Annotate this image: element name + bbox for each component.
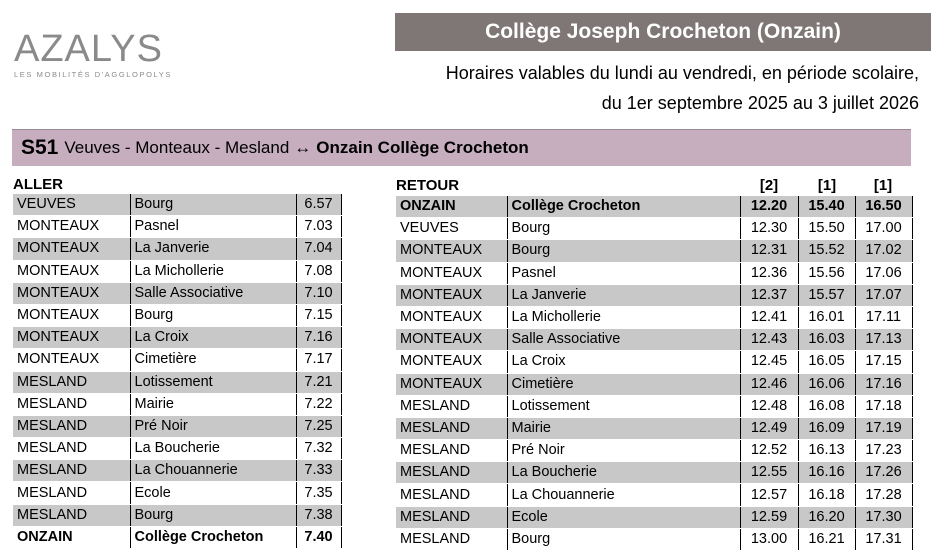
retour-time-3: 16.50 bbox=[855, 196, 912, 218]
page-title: Collège Joseph Crocheton (Onzain) bbox=[395, 13, 931, 51]
retour-time-1: 12.59 bbox=[740, 506, 798, 528]
retour-row bbox=[396, 528, 912, 550]
retour-row bbox=[396, 306, 912, 328]
retour-time-1: 12.49 bbox=[740, 417, 798, 439]
retour-time-1: 12.36 bbox=[740, 262, 798, 284]
validity-notice bbox=[446, 58, 919, 118]
retour-time-2: 15.50 bbox=[798, 218, 855, 240]
retour-stop: Bourg bbox=[507, 528, 740, 550]
aller-commune: MESLAND bbox=[13, 460, 130, 482]
retour-row bbox=[396, 484, 912, 506]
retour-row bbox=[396, 506, 912, 528]
aller-time: 7.22 bbox=[296, 393, 341, 415]
aller-time: 7.35 bbox=[296, 482, 341, 504]
retour-row bbox=[396, 351, 912, 373]
route-banner bbox=[12, 129, 911, 166]
aller-row bbox=[13, 216, 341, 238]
aller-time: 7.38 bbox=[296, 504, 341, 526]
retour-time-1: 12.31 bbox=[740, 240, 798, 262]
aller-commune: MESLAND bbox=[13, 438, 130, 460]
retour-stop: Ecole bbox=[507, 506, 740, 528]
retour-time-2: 16.21 bbox=[798, 528, 855, 550]
retour-stop: Pré Noir bbox=[507, 440, 740, 462]
retour-time-2: 15.40 bbox=[798, 196, 855, 218]
retour-commune: MESLAND bbox=[396, 528, 507, 550]
retour-time-3: 17.18 bbox=[855, 395, 912, 417]
aller-stop: La Michollerie bbox=[130, 260, 296, 282]
retour-stop: La Croix bbox=[507, 351, 740, 373]
retour-time-1: 12.30 bbox=[740, 218, 798, 240]
aller-stop: Cimetière bbox=[130, 349, 296, 371]
retour-stop: Bourg bbox=[507, 218, 740, 240]
retour-time-1: 13.00 bbox=[740, 528, 798, 550]
retour-time-3: 17.23 bbox=[855, 440, 912, 462]
aller-time: 7.33 bbox=[296, 460, 341, 482]
retour-time-1: 12.48 bbox=[740, 395, 798, 417]
retour-time-3: 17.11 bbox=[855, 306, 912, 328]
retour-time-2: 16.08 bbox=[798, 395, 855, 417]
retour-commune: MESLAND bbox=[396, 417, 507, 439]
azalys-logo bbox=[14, 30, 204, 78]
aller-time: 7.04 bbox=[296, 238, 341, 260]
aller-commune: ONZAIN bbox=[13, 526, 130, 548]
validity-line-2: du 1er septembre 2025 au 3 juillet 2026 bbox=[601, 93, 919, 113]
aller-commune: MONTEAUX bbox=[13, 260, 130, 282]
retour-stop: Cimetière bbox=[507, 373, 740, 395]
aller-row bbox=[13, 260, 341, 282]
aller-row bbox=[13, 304, 341, 326]
retour-commune: VEUVES bbox=[396, 218, 507, 240]
aller-row bbox=[13, 349, 341, 371]
retour-time-1: 12.37 bbox=[740, 284, 798, 306]
aller-commune: MONTEAUX bbox=[13, 216, 130, 238]
aller-timetable bbox=[13, 194, 342, 549]
retour-time-3: 17.07 bbox=[855, 284, 912, 306]
retour-time-3: 17.26 bbox=[855, 462, 912, 484]
retour-time-1: 12.43 bbox=[740, 329, 798, 351]
retour-col-header-2: [1] bbox=[817, 177, 837, 194]
aller-row bbox=[13, 438, 341, 460]
retour-col-header-3: [1] bbox=[873, 177, 893, 194]
retour-stop: Bourg bbox=[507, 240, 740, 262]
retour-time-3: 17.28 bbox=[855, 484, 912, 506]
retour-time-2: 16.05 bbox=[798, 351, 855, 373]
retour-time-2: 15.52 bbox=[798, 240, 855, 262]
aller-stop: La Chouannerie bbox=[130, 460, 296, 482]
retour-stop: La Chouannerie bbox=[507, 484, 740, 506]
retour-time-2: 16.01 bbox=[798, 306, 855, 328]
aller-row bbox=[13, 526, 341, 548]
retour-stop: Salle Associative bbox=[507, 329, 740, 351]
aller-stop: Pré Noir bbox=[130, 415, 296, 437]
retour-row bbox=[396, 284, 912, 306]
retour-commune: MONTEAUX bbox=[396, 284, 507, 306]
retour-time-1: 12.45 bbox=[740, 351, 798, 373]
aller-row bbox=[13, 460, 341, 482]
retour-time-3: 17.19 bbox=[855, 417, 912, 439]
retour-stop: La Boucherie bbox=[507, 462, 740, 484]
retour-row bbox=[396, 373, 912, 395]
aller-time: 6.57 bbox=[296, 194, 341, 216]
aller-row bbox=[13, 327, 341, 349]
retour-row bbox=[396, 240, 912, 262]
retour-time-2: 15.57 bbox=[798, 284, 855, 306]
retour-row bbox=[396, 196, 912, 218]
retour-stop: Lotissement bbox=[507, 395, 740, 417]
aller-stop: Lotissement bbox=[130, 371, 296, 393]
aller-label: ALLER bbox=[13, 176, 63, 193]
retour-time-3: 17.00 bbox=[855, 218, 912, 240]
aller-row bbox=[13, 282, 341, 304]
retour-stop: Pasnel bbox=[507, 262, 740, 284]
retour-row bbox=[396, 462, 912, 484]
retour-time-1: 12.20 bbox=[740, 196, 798, 218]
validity-line-1: Horaires valables du lundi au vendredi, en période scolaire, bbox=[445, 63, 919, 83]
retour-commune: MESLAND bbox=[396, 440, 507, 462]
retour-time-3: 17.13 bbox=[855, 329, 912, 351]
aller-stop: La Boucherie bbox=[130, 438, 296, 460]
retour-time-3: 17.31 bbox=[855, 528, 912, 550]
retour-commune: MONTEAUX bbox=[396, 351, 507, 373]
retour-stop: La Michollerie bbox=[507, 306, 740, 328]
retour-time-3: 17.16 bbox=[855, 373, 912, 395]
aller-stop: Ecole bbox=[130, 482, 296, 504]
retour-time-3: 17.30 bbox=[855, 506, 912, 528]
aller-commune: MESLAND bbox=[13, 393, 130, 415]
retour-commune: ONZAIN bbox=[396, 196, 507, 218]
retour-row bbox=[396, 218, 912, 240]
retour-commune: MONTEAUX bbox=[396, 329, 507, 351]
aller-row bbox=[13, 482, 341, 504]
logo-tagline: LES MOBILITÉS D'AGGLOPOLYS bbox=[14, 70, 172, 79]
aller-commune: MONTEAUX bbox=[13, 238, 130, 260]
retour-commune: MONTEAUX bbox=[396, 306, 507, 328]
retour-row bbox=[396, 329, 912, 351]
retour-commune: MONTEAUX bbox=[396, 262, 507, 284]
aller-stop: La Croix bbox=[130, 327, 296, 349]
aller-commune: MONTEAUX bbox=[13, 327, 130, 349]
retour-time-2: 16.03 bbox=[798, 329, 855, 351]
route-origins: Veuves - Monteaux - Mesland bbox=[64, 138, 290, 157]
aller-time: 7.15 bbox=[296, 304, 341, 326]
aller-commune: MONTEAUX bbox=[13, 349, 130, 371]
retour-time-3: 17.06 bbox=[855, 262, 912, 284]
aller-time: 7.32 bbox=[296, 438, 341, 460]
retour-col-header-1: [2] bbox=[759, 177, 779, 194]
retour-time-1: 12.57 bbox=[740, 484, 798, 506]
retour-row bbox=[396, 395, 912, 417]
aller-time: 7.17 bbox=[296, 349, 341, 371]
retour-row bbox=[396, 262, 912, 284]
aller-row bbox=[13, 194, 341, 216]
retour-time-2: 16.16 bbox=[798, 462, 855, 484]
aller-stop: Bourg bbox=[130, 304, 296, 326]
aller-time: 7.21 bbox=[296, 371, 341, 393]
retour-time-1: 12.52 bbox=[740, 440, 798, 462]
retour-time-3: 17.02 bbox=[855, 240, 912, 262]
aller-row bbox=[13, 371, 341, 393]
aller-time: 7.08 bbox=[296, 260, 341, 282]
aller-stop: Collège Crocheton bbox=[130, 526, 296, 548]
retour-stop: Collège Crocheton bbox=[507, 196, 740, 218]
aller-time: 7.03 bbox=[296, 216, 341, 238]
retour-stop: Mairie bbox=[507, 417, 740, 439]
route-arrow-icon: ↔ bbox=[294, 138, 312, 157]
retour-time-2: 15.56 bbox=[798, 262, 855, 284]
retour-time-2: 16.13 bbox=[798, 440, 855, 462]
aller-stop: Mairie bbox=[130, 393, 296, 415]
logo-wordmark: AZALYS bbox=[14, 28, 163, 70]
retour-time-2: 16.20 bbox=[798, 506, 855, 528]
retour-commune: MONTEAUX bbox=[396, 373, 507, 395]
retour-commune: MESLAND bbox=[396, 506, 507, 528]
retour-time-3: 17.15 bbox=[855, 351, 912, 373]
retour-commune: MONTEAUX bbox=[396, 240, 507, 262]
retour-time-1: 12.55 bbox=[740, 462, 798, 484]
aller-stop: La Janverie bbox=[130, 238, 296, 260]
aller-commune: MESLAND bbox=[13, 371, 130, 393]
aller-commune: VEUVES bbox=[13, 194, 130, 216]
retour-row bbox=[396, 440, 912, 462]
aller-stop: Bourg bbox=[130, 194, 296, 216]
aller-time: 7.16 bbox=[296, 327, 341, 349]
aller-commune: MESLAND bbox=[13, 415, 130, 437]
retour-time-2: 16.06 bbox=[798, 373, 855, 395]
route-destination: Onzain Collège Crocheton bbox=[316, 138, 529, 157]
aller-row bbox=[13, 238, 341, 260]
retour-timetable bbox=[396, 196, 913, 551]
retour-label: RETOUR bbox=[396, 177, 460, 194]
retour-commune: MESLAND bbox=[396, 462, 507, 484]
retour-row bbox=[396, 417, 912, 439]
aller-commune: MESLAND bbox=[13, 482, 130, 504]
aller-stop: Pasnel bbox=[130, 216, 296, 238]
retour-time-1: 12.46 bbox=[740, 373, 798, 395]
aller-time: 7.10 bbox=[296, 282, 341, 304]
retour-time-2: 16.09 bbox=[798, 417, 855, 439]
retour-time-2: 16.18 bbox=[798, 484, 855, 506]
aller-time: 7.25 bbox=[296, 415, 341, 437]
retour-time-1: 12.41 bbox=[740, 306, 798, 328]
aller-commune: MESLAND bbox=[13, 504, 130, 526]
aller-commune: MONTEAUX bbox=[13, 304, 130, 326]
aller-row bbox=[13, 504, 341, 526]
retour-stop: La Janverie bbox=[507, 284, 740, 306]
aller-time: 7.40 bbox=[296, 526, 341, 548]
route-code: S51 bbox=[21, 136, 59, 159]
aller-commune: MONTEAUX bbox=[13, 282, 130, 304]
retour-commune: MESLAND bbox=[396, 395, 507, 417]
aller-stop: Salle Associative bbox=[130, 282, 296, 304]
retour-commune: MESLAND bbox=[396, 484, 507, 506]
aller-row bbox=[13, 415, 341, 437]
aller-stop: Bourg bbox=[130, 504, 296, 526]
aller-row bbox=[13, 393, 341, 415]
